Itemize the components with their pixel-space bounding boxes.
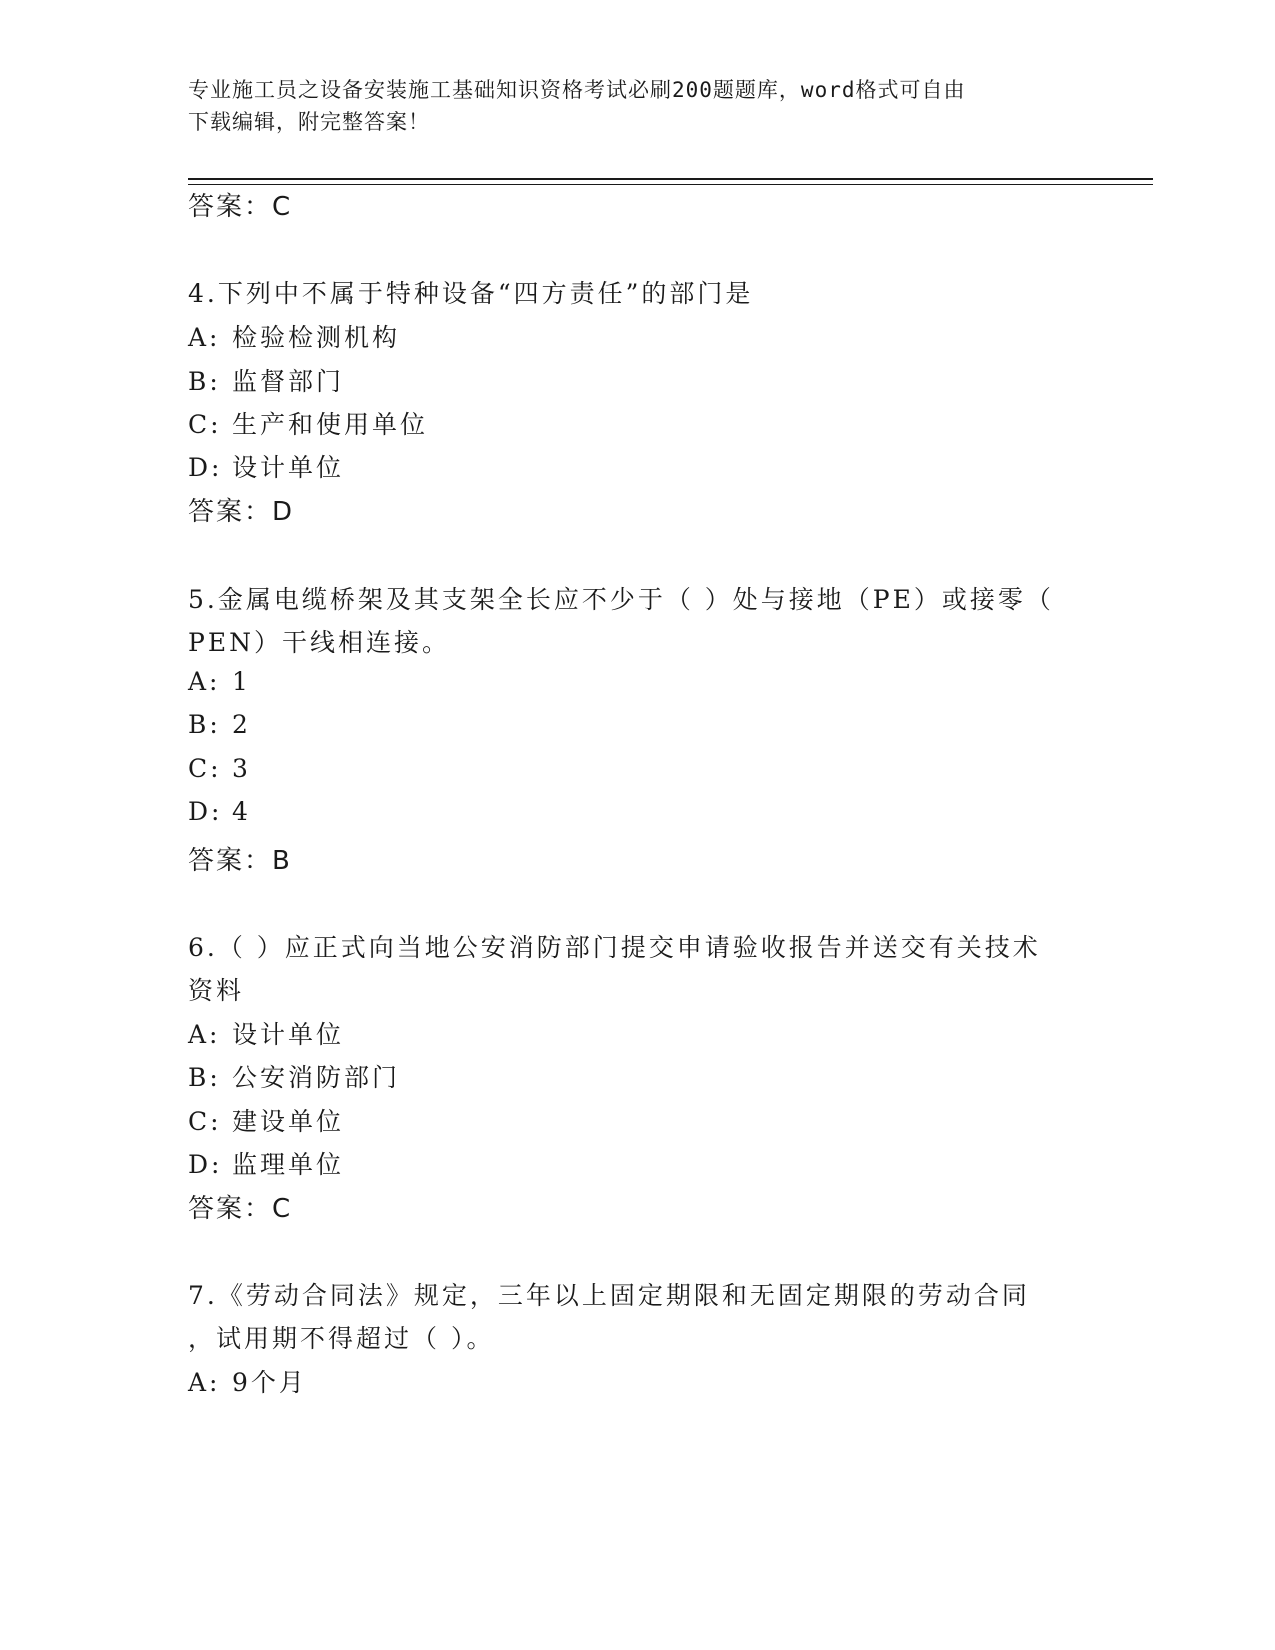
option-d: [188, 448, 344, 484]
option-b: [188, 710, 251, 739]
option-letter: A:: [188, 667, 221, 696]
document-header: [188, 74, 1088, 138]
option-letter: B:: [188, 710, 221, 739]
option-text: 生产和使用单位: [232, 410, 429, 439]
answer-q6: 答案：C: [188, 1194, 293, 1224]
option-letter: A:: [188, 1020, 221, 1049]
option-letter: C:: [188, 410, 222, 439]
option-letter: D:: [188, 797, 223, 826]
option-a: [188, 667, 251, 696]
option-letter: D:: [188, 1150, 223, 1179]
option-text: 建设单位: [232, 1107, 345, 1136]
option-text: 4: [232, 797, 251, 826]
option-a: [188, 318, 400, 354]
option-d: [188, 797, 251, 826]
option-b: [188, 1058, 400, 1094]
option-c: [188, 1102, 344, 1138]
option-b: [188, 362, 344, 398]
header-line-1: 专业施工员之设备安装施工基础知识资格考试必刷200题题库，word格式可自由: [188, 78, 966, 102]
option-letter: C:: [188, 1107, 222, 1136]
option-letter: C:: [188, 754, 222, 783]
answer-q4: 答案：D: [188, 497, 295, 527]
question-stem: 6.（ ）应正式向当地公安消防部门提交申请验收报告并送交有关技术: [188, 933, 1041, 962]
option-text: 设计单位: [232, 1020, 345, 1049]
option-d: [188, 1145, 344, 1181]
option-c: [188, 405, 428, 441]
header-line-2: 下载编辑，附完整答案！: [188, 110, 430, 134]
option-letter: A:: [188, 323, 221, 352]
option-letter: A:: [188, 1368, 221, 1397]
option-a: [188, 1015, 344, 1051]
option-text: 公安消防部门: [232, 1063, 401, 1092]
header-divider-thin: [188, 184, 1153, 185]
option-a: [188, 1363, 307, 1399]
question-stem: 4.下列中不属于特种设备“四方责任”的部门是: [188, 279, 754, 308]
answer-q3: 答案：C: [188, 192, 293, 222]
option-text: 2: [232, 710, 251, 739]
question-stem-continued: PEN）干线相连接。: [188, 628, 450, 657]
option-text: 3: [232, 754, 251, 783]
option-c: [188, 754, 251, 783]
option-text: 检验检测机构: [232, 323, 401, 352]
option-text: 1: [232, 667, 251, 696]
question-stem: 5.金属电缆桥架及其支架全长应不少于（ ）处与接地（PE）或接零（: [188, 585, 1054, 614]
option-text: 9个月: [232, 1368, 307, 1397]
question-stem-continued: ，试用期不得超过（ ）。: [188, 1324, 495, 1353]
header-divider: [188, 178, 1153, 180]
option-letter: B:: [188, 1063, 221, 1092]
option-text: 监督部门: [232, 367, 345, 396]
option-text: 设计单位: [232, 453, 345, 482]
question-stem-continued: 资料: [188, 976, 245, 1005]
option-letter: D:: [188, 453, 223, 482]
option-text: 监理单位: [232, 1150, 345, 1179]
option-letter: B:: [188, 367, 221, 396]
answer-q5: 答案：B: [188, 846, 292, 876]
question-stem: 7.《劳动合同法》规定，三年以上固定期限和无固定期限的劳动合同: [188, 1281, 1030, 1310]
